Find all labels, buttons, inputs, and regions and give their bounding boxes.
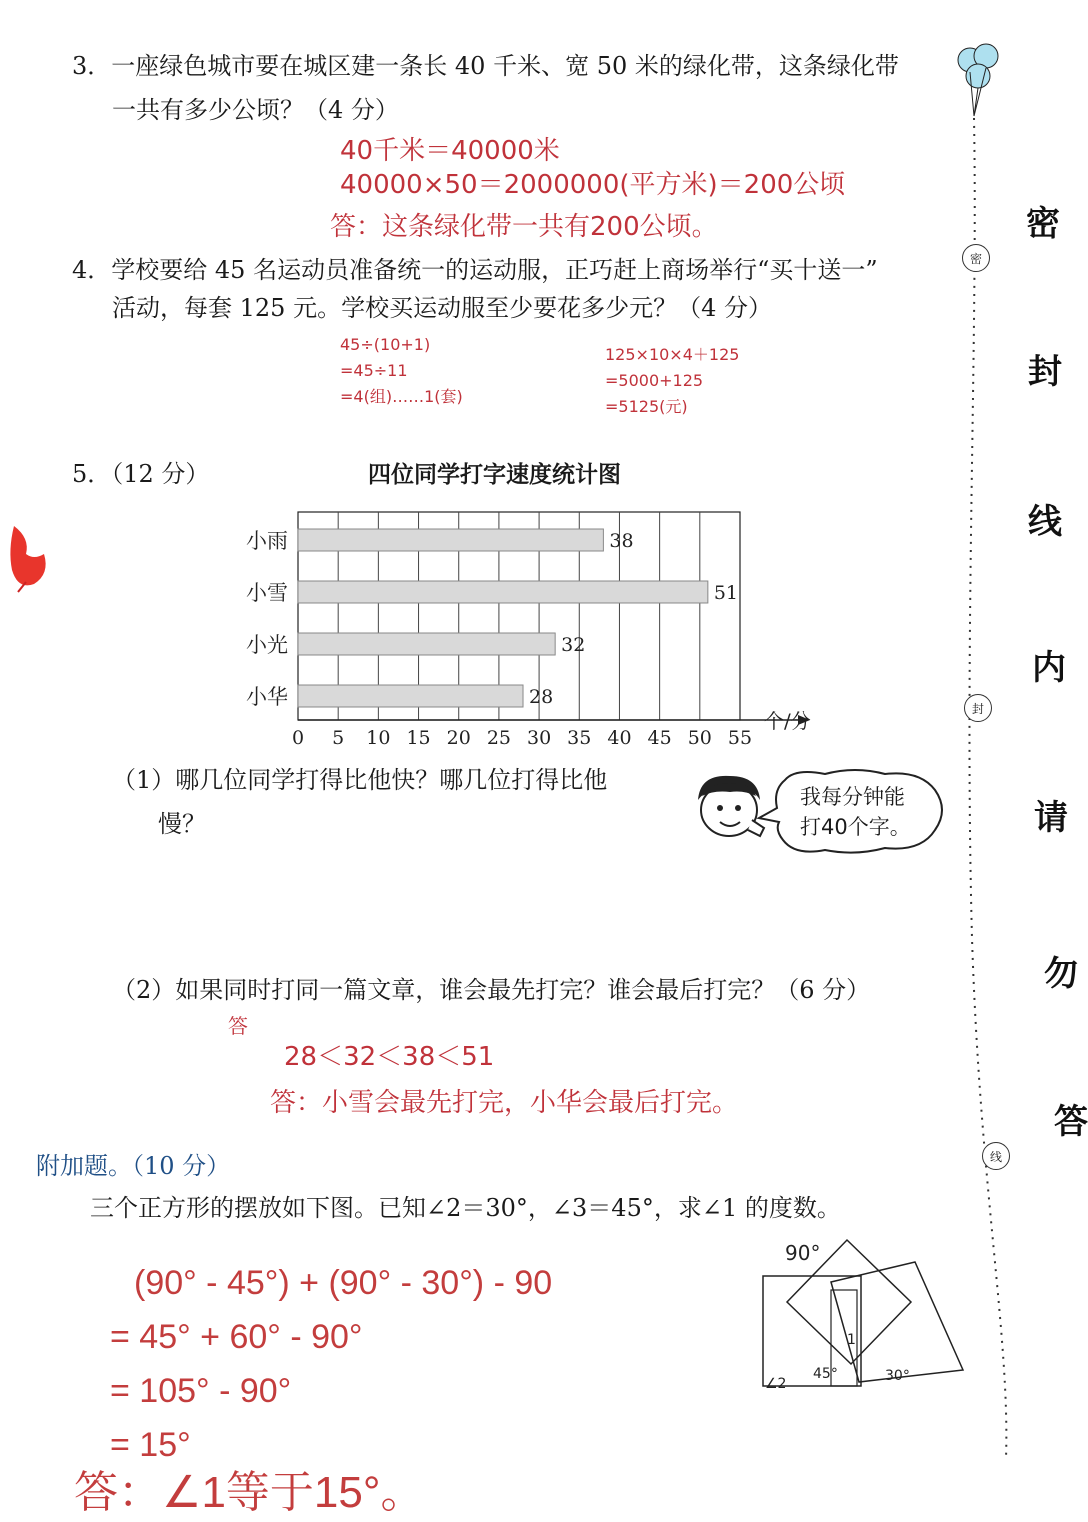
bubble-line2: 打40个字。 [800, 815, 911, 839]
q4-left-work-line: =45÷11 [340, 361, 408, 380]
chart-category-label: 小雪 [246, 581, 288, 605]
q5-sub2-work: 28＜32＜38＜51 [284, 1042, 495, 1072]
chart-tick-label: 25 [486, 727, 512, 749]
margin-char: 请 [1034, 798, 1068, 838]
q4-right-work [605, 342, 739, 420]
q4-right-work-line: =5125(元) [605, 397, 688, 416]
chart-tick-label: 30 [526, 727, 552, 749]
seal-feng: 封 [964, 694, 992, 722]
decorative-leaf-icon [4, 520, 54, 600]
q3-answer: 答：这条绿化带一共有200公顷。 [330, 212, 718, 242]
chart-bar [298, 529, 603, 551]
bonus-solution [110, 1256, 552, 1472]
chart-tick-label: 0 [291, 727, 305, 749]
margin-char: 封 [1028, 352, 1062, 392]
q4-line2: 活动，每套 125 元。学校买运动服至少要花多少元？（4 分） [112, 294, 772, 322]
chart-tick-label: 40 [607, 727, 632, 749]
chart-bar [298, 685, 523, 707]
bubble-line1: 我每分钟能 [800, 785, 905, 809]
chart-tick-label: 55 [727, 727, 753, 749]
chart-data-label: 38 [609, 530, 634, 552]
q3-line2: 一共有多少公顷？（4 分） [112, 96, 399, 124]
q5-sub1-line2: 慢？ [158, 810, 206, 838]
q3-line1: 3．一座绿色城市要在城区建一条长 40 千米、宽 50 米的绿化带，这条绿化带 [72, 52, 899, 80]
chart-tick-label: 5 [332, 727, 345, 749]
q5-sub2-answer: 答：小雪会最先打完，小华会最后打完。 [270, 1088, 739, 1118]
margin-char: 答 [1054, 1102, 1088, 1142]
q4-left-work-line: 45÷(10+1) [340, 335, 431, 354]
q5-sub1-line1: （1）哪几位同学打得比他快？哪几位打得比他 [112, 766, 608, 794]
chart-x-ticks [292, 727, 752, 749]
q3-work1: 40千米＝40000米 [340, 136, 560, 166]
three-squares-figure [735, 1232, 975, 1392]
q5-label: 5．（12 分） [72, 460, 210, 488]
q4-left-work [340, 332, 463, 410]
chart-tick-label: 15 [406, 727, 431, 749]
chart-tick-label: 50 [687, 727, 712, 749]
chart-data-label: 51 [713, 582, 739, 604]
chart-bars [298, 529, 738, 708]
chart-tick-label: 20 [446, 727, 471, 749]
bonus-heading: 附加题。（10 分） [36, 1152, 231, 1180]
figure-label-30: 30° [885, 1368, 910, 1384]
q3-work2: 40000×50＝2000000(平方米)＝200公顷 [340, 170, 846, 200]
bonus-solution-line: = 105° - 90° [110, 1372, 292, 1410]
bonus-solution-line: = 45° + 60° - 90° [110, 1318, 363, 1356]
chart-data-label: 28 [529, 686, 554, 708]
q4-line1: 4．学校要给 45 名运动员准备统一的运动服，正巧赶上商场举行“买十送一” [72, 256, 878, 284]
chart-category-label: 小华 [246, 685, 288, 709]
seal-xian: 线 [982, 1142, 1010, 1170]
chart-data-label: 32 [561, 634, 586, 656]
margin-char: 密 [1026, 204, 1060, 244]
chart-tick-label: 10 [366, 727, 391, 749]
chart-category-label: 小雨 [246, 529, 288, 553]
typing-speed-chart [230, 490, 850, 760]
seal-mi: 密 [962, 244, 990, 272]
figure-label-45: 45° [813, 1366, 838, 1382]
figure-label-top: 90° [785, 1241, 821, 1265]
speech-bubble-text [800, 782, 911, 842]
q4-left-work-line: =4(组)……1(套) [340, 387, 463, 406]
q5-sub2: （2）如果同时打同一篇文章，谁会最先打完？谁会最后打完？（6 分） [112, 976, 871, 1004]
chart-tick-label: 35 [567, 727, 592, 749]
chart-category-labels [246, 529, 288, 709]
chart-title: 四位同学打字速度统计图 [368, 462, 621, 488]
q4-right-work-line: 125×10×4＋125 [605, 345, 740, 364]
q5-sub2-mark: 答 [228, 1014, 248, 1038]
margin-char: 内 [1032, 648, 1066, 688]
chart-category-label: 小光 [246, 633, 288, 657]
margin-char: 勿 [1044, 954, 1078, 994]
q4-right-work-line: =5000+125 [605, 371, 704, 390]
chart-x-label: 个/分 [764, 709, 811, 733]
bonus-question: 三个正方形的摆放如下图。已知∠2＝30°，∠3＝45°，求∠1 的度数。 [90, 1194, 841, 1222]
chart-bar [298, 633, 555, 655]
bonus-answer: 答：∠1等于15°。 [74, 1468, 425, 1517]
chart-bar [298, 581, 708, 603]
bonus-solution-line: = 15° [110, 1426, 191, 1464]
margin-char: 线 [1028, 502, 1062, 542]
figure-label-1: 1 [847, 1332, 856, 1348]
bonus-solution-line: (90° - 45°) + (90° - 30°) - 90 [134, 1264, 553, 1302]
chart-tick-label: 45 [647, 727, 672, 749]
figure-label-2: ∠2 [765, 1376, 787, 1392]
